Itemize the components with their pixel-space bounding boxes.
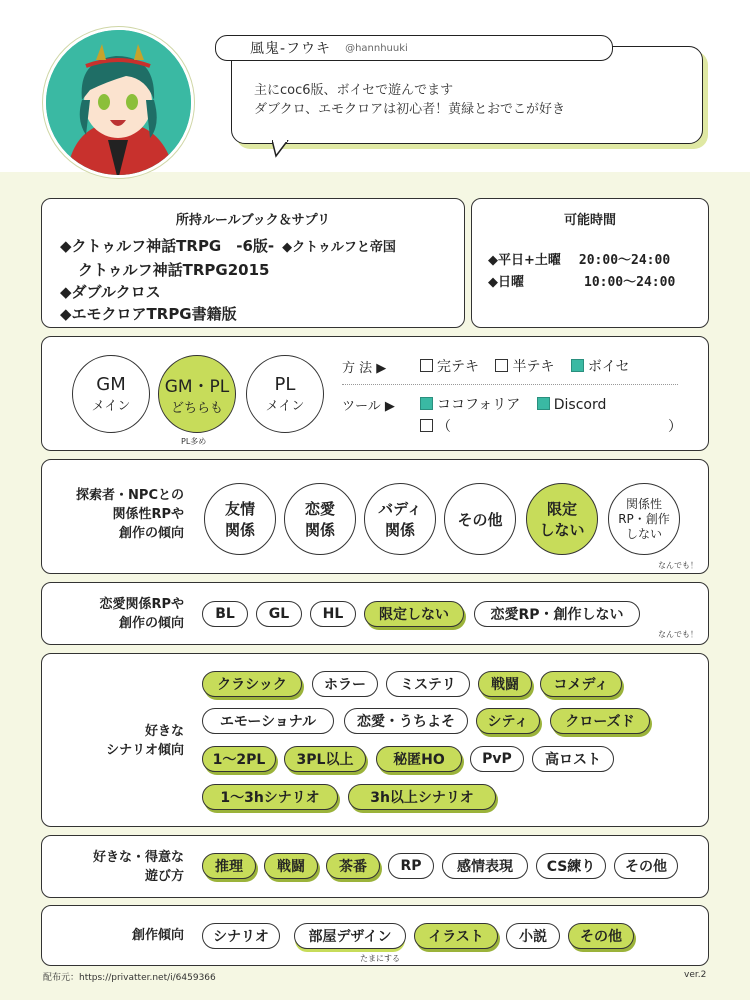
available-title: 可能時間 bbox=[563, 213, 616, 228]
scenario-3pl[interactable]: 3PL以上 bbox=[284, 746, 366, 772]
method-option[interactable]: 半テキ bbox=[495, 359, 554, 375]
romance-note: なんでも！ bbox=[658, 630, 698, 639]
divider bbox=[342, 384, 678, 385]
pl-main-option[interactable]: PL メイン bbox=[246, 355, 324, 433]
time-row: ◆平日+土曜 20:00〜24:00 bbox=[488, 253, 671, 268]
tool-option[interactable]: Discord bbox=[537, 397, 607, 413]
romance-label: 恋愛関係RPや 創作の傾向 bbox=[99, 597, 184, 631]
scenario-1-2pl[interactable]: 1〜2PL bbox=[202, 746, 276, 772]
scenario-panel bbox=[41, 653, 709, 827]
creative-panel bbox=[41, 905, 709, 966]
pref-cs[interactable]: CS練り bbox=[536, 853, 606, 879]
scenario-pvp[interactable]: PvP bbox=[470, 746, 524, 772]
bio-text bbox=[254, 81, 565, 119]
gm-pl-both-option[interactable]: GM・PL どちらも bbox=[158, 355, 236, 433]
avatar bbox=[43, 27, 194, 178]
creative-room-design[interactable]: 部屋デザイン bbox=[294, 923, 406, 949]
available-time-panel bbox=[471, 198, 709, 328]
scenario-1-3h[interactable]: 1〜3hシナリオ bbox=[202, 784, 338, 810]
time-row: ◆日曜 10:00〜24:00 bbox=[488, 275, 676, 290]
checkbox-checked[interactable] bbox=[420, 397, 433, 410]
bubble-tail bbox=[272, 140, 292, 158]
scenario-classic[interactable]: クラシック bbox=[202, 671, 302, 697]
tool-option[interactable]: ココフォリア bbox=[420, 397, 520, 413]
relations-note: なんでも！ bbox=[658, 561, 698, 570]
scenario-city[interactable]: シティ bbox=[476, 708, 540, 734]
pref-rp[interactable]: RP bbox=[388, 853, 434, 879]
method-option[interactable]: 完テキ bbox=[420, 359, 479, 375]
pl-note: PL多め bbox=[181, 437, 207, 446]
scenario-emotional[interactable]: エモーショナル bbox=[202, 708, 334, 734]
scenario-romance[interactable]: 恋愛・うちよそ bbox=[344, 708, 468, 734]
pref-other[interactable]: その他 bbox=[614, 853, 678, 879]
version-label: ver.2 bbox=[684, 970, 707, 980]
method-options bbox=[420, 356, 630, 376]
scenario-high-lost[interactable]: 高ロスト bbox=[532, 746, 614, 772]
scenario-secret-ho[interactable]: 秘匿HO bbox=[376, 746, 462, 772]
romance-gl[interactable]: GL bbox=[256, 601, 302, 627]
romance-none[interactable]: 恋愛RP・創作しない bbox=[474, 601, 640, 627]
pref-battle[interactable]: 戦闘 bbox=[264, 853, 318, 879]
playstyle-pref-label: 好きな・得意な 遊び方 bbox=[92, 850, 184, 884]
tool-other: （ ） bbox=[420, 416, 682, 436]
romance-unlimited[interactable]: 限定しない bbox=[364, 601, 464, 627]
relation-friendship[interactable]: 友情 関係 bbox=[204, 483, 276, 555]
tool-options bbox=[420, 394, 606, 414]
rulebooks-title: 所持ルールブック＆サプリ bbox=[175, 213, 331, 228]
relations-panel bbox=[41, 459, 709, 574]
name-bar bbox=[215, 35, 613, 61]
relation-other[interactable]: その他 bbox=[444, 483, 516, 555]
pref-deduction[interactable]: 推理 bbox=[202, 853, 256, 879]
romance-panel bbox=[41, 582, 709, 645]
relation-none[interactable]: 関係性 RP・創作 しない bbox=[608, 483, 680, 555]
profile-handle: @hannhuuki bbox=[345, 42, 408, 54]
creative-illustration[interactable]: イラスト bbox=[414, 923, 498, 949]
checkbox-checked[interactable] bbox=[571, 359, 584, 372]
relation-romance[interactable]: 恋愛 関係 bbox=[284, 483, 356, 555]
checkbox[interactable] bbox=[495, 359, 508, 372]
tool-label: ツール ▶ bbox=[342, 399, 395, 414]
checkbox[interactable] bbox=[420, 419, 433, 432]
rulebook-item: ◆エモクロアTRPG書籍版 bbox=[60, 305, 237, 323]
scenario-horror[interactable]: ホラー bbox=[312, 671, 378, 697]
rulebook-item: ◆クトゥルフ神話TRPG -6版- ◆クトゥルフと帝国 bbox=[60, 237, 396, 255]
play-style-panel bbox=[41, 336, 709, 451]
checkbox[interactable] bbox=[420, 359, 433, 372]
rulebook-item: クトゥルフ神話TRPG2015 bbox=[78, 261, 270, 279]
scenario-closed[interactable]: クローズド bbox=[550, 708, 650, 734]
gm-main-option[interactable]: GM メイン bbox=[72, 355, 150, 433]
scenario-comedy[interactable]: コメディ bbox=[540, 671, 622, 697]
profile-name: 風鬼-フウキ bbox=[250, 41, 332, 57]
source-credit: 配布元：https://privatter.net/i/6459366 bbox=[43, 973, 216, 983]
creative-scenario[interactable]: シナリオ bbox=[202, 923, 280, 949]
method-label: 方 法 ▶ bbox=[342, 361, 387, 376]
creative-other[interactable]: その他 bbox=[568, 923, 634, 949]
creative-label: 創作傾向 bbox=[131, 928, 184, 943]
playstyle-pref-panel bbox=[41, 835, 709, 898]
pref-emotion[interactable]: 感情表現 bbox=[442, 853, 528, 879]
relation-buddy[interactable]: バディ 関係 bbox=[364, 483, 436, 555]
bio-line-2: ダブクロ、エモクロアは初心者！黄緑とおでこが好き bbox=[254, 102, 565, 117]
scenario-label: 好きな シナリオ傾向 bbox=[106, 724, 184, 758]
relation-unlimited[interactable]: 限定 しない bbox=[526, 483, 598, 555]
rulebook-item: ◆ダブルクロス bbox=[60, 283, 161, 301]
scenario-3h-plus[interactable]: 3h以上シナリオ bbox=[348, 784, 496, 810]
romance-bl[interactable]: BL bbox=[202, 601, 248, 627]
relations-label: 探索者・NPCとの 関係性RPや 創作の傾向 bbox=[76, 488, 184, 541]
bio-line-1: 主にcoc6版、ボイセで遊んでます bbox=[254, 83, 454, 98]
rulebook-list bbox=[60, 235, 396, 325]
scenario-mystery[interactable]: ミステリ bbox=[386, 671, 470, 697]
creative-novel[interactable]: 小説 bbox=[506, 923, 560, 949]
creative-note: たまにする bbox=[360, 954, 400, 963]
pref-farce[interactable]: 茶番 bbox=[326, 853, 380, 879]
checkbox-checked[interactable] bbox=[537, 397, 550, 410]
rulebooks-panel bbox=[41, 198, 465, 328]
method-option[interactable]: ボイセ bbox=[571, 359, 630, 375]
romance-hl[interactable]: HL bbox=[310, 601, 356, 627]
scenario-battle[interactable]: 戦闘 bbox=[478, 671, 532, 697]
